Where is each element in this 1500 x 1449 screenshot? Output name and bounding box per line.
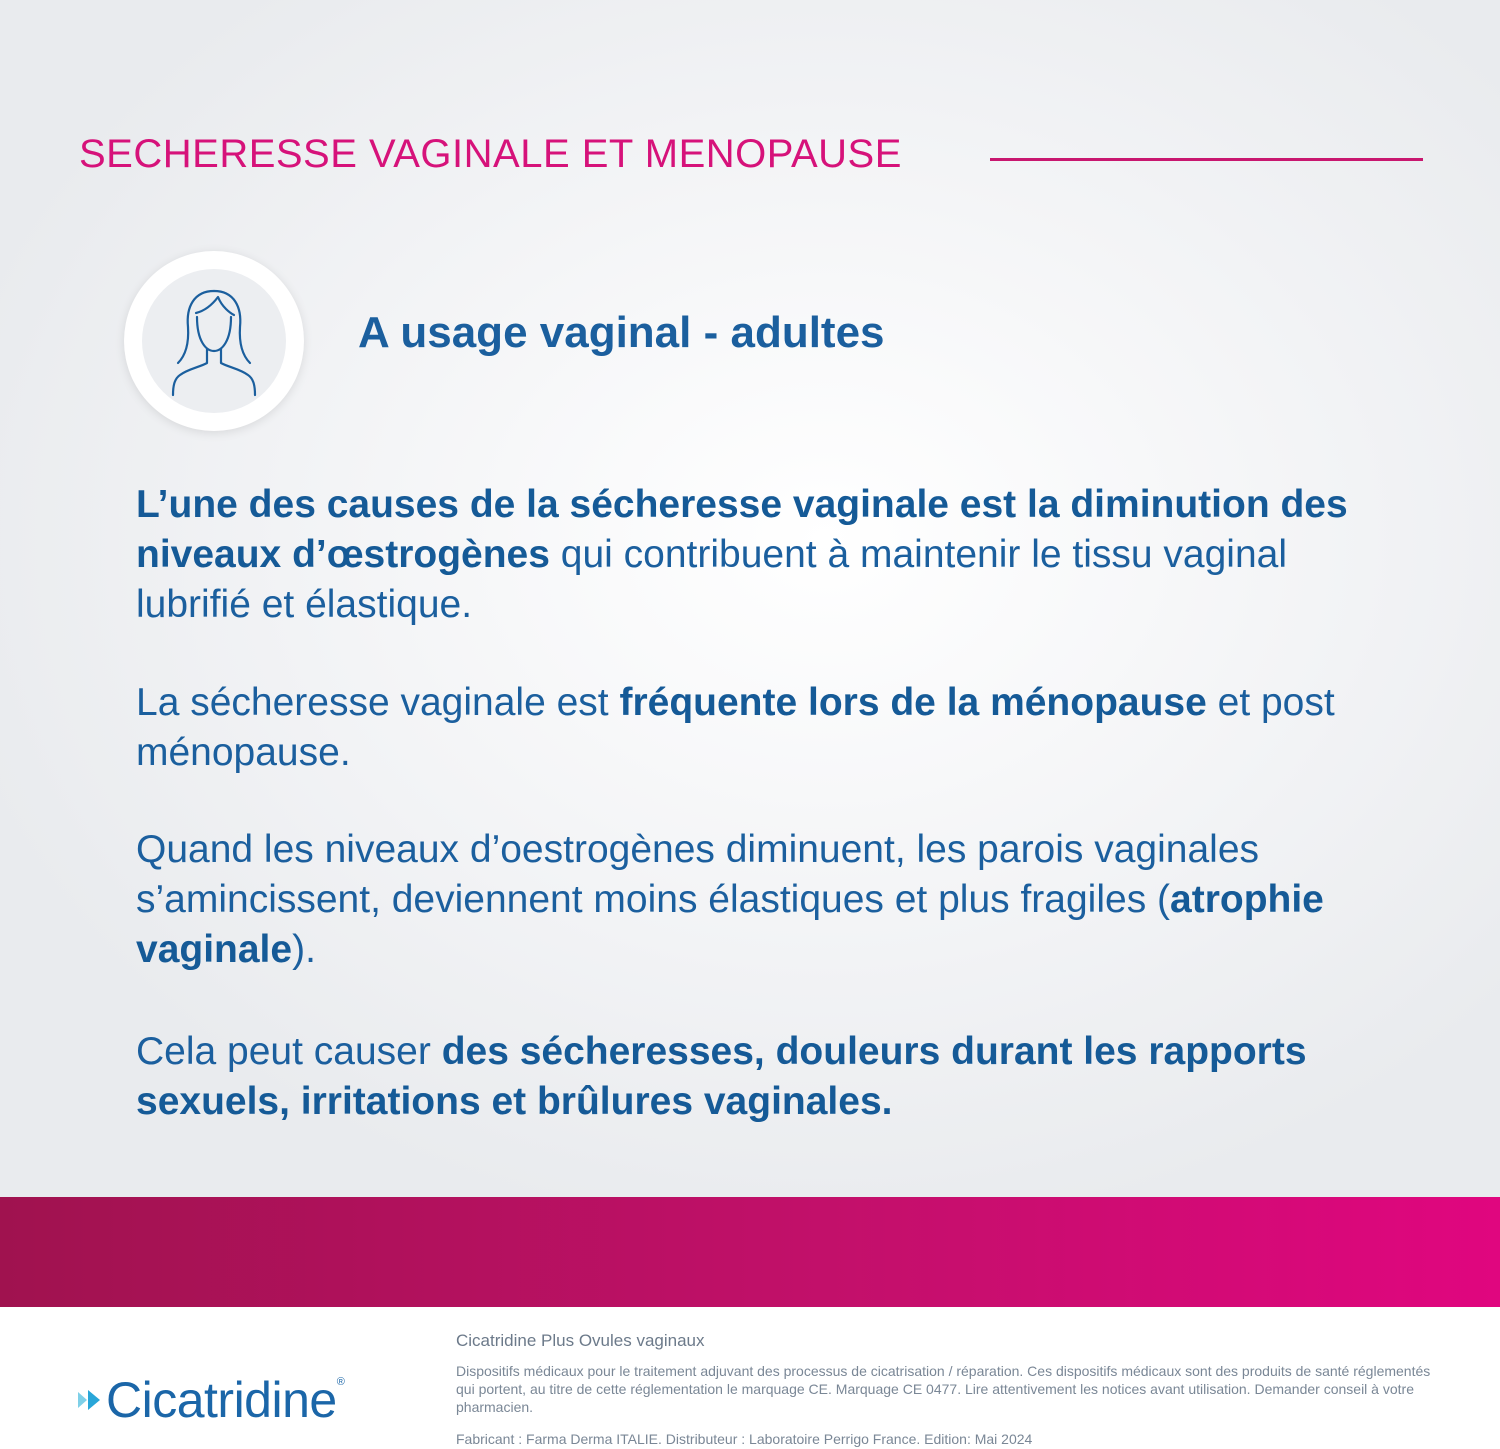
legal-notice: Dispositifs médicaux pour le traitement adjuvant des processus de cicatrisation / réparation. Ces dispositifs médicaux sont des produits de santé réglementés qui portent, au titre de cette réglementation le marquage CE. Marquage CE 0477. Lire attentivement les notices avant utilisation. Demander conseil à votre pharmacien. — [456, 1363, 1431, 1415]
paragraph-causes-bold: L’une des causes de la sécheresse vaginale est la diminution des niveaux d’œstrogènes — [136, 483, 1348, 576]
paragraph-atrophy — [136, 825, 1386, 975]
paragraph-atrophy-bold: atrophie vaginale — [136, 878, 1324, 971]
accent-band — [0, 1197, 1500, 1307]
paragraph-menopause-start: La sécheresse vaginale est — [136, 681, 620, 724]
usage-icon-badge — [124, 251, 304, 431]
paragraph-causes — [136, 480, 1386, 630]
double-chevron-icon — [78, 1389, 104, 1411]
registered-mark: ® — [336, 1376, 345, 1388]
paragraph-symptoms — [136, 1027, 1386, 1127]
section-title: SECHERESSE VAGINALE ET MENOPAUSE — [79, 132, 902, 176]
paragraph-symptoms-bold: des sécheresses, douleurs durant les rapports sexuels, irritations et brûlures vaginales. — [136, 1030, 1307, 1123]
brand-name: Cicatridine — [106, 1372, 337, 1428]
paragraph-symptoms-start: Cela peut causer — [136, 1030, 442, 1073]
brand-logo — [78, 1370, 345, 1430]
usage-label: A usage vaginal - adultes — [358, 308, 885, 357]
paragraph-menopause — [136, 678, 1386, 778]
woman-portrait-icon — [164, 283, 264, 399]
paragraph-atrophy-end: ). — [292, 928, 316, 971]
paragraph-atrophy-start: Quand les niveaux d’oestrogènes diminuent, les parois vaginales s’amincissent, deviennent moins élastiques et plus fragiles ( — [136, 828, 1260, 921]
manufacturer-info: Fabricant : Farma Derma ITALIE. Distributeur : Laboratoire Perrigo France. Edition: Mai 2024 — [456, 1431, 1033, 1447]
paragraph-menopause-end: et post ménopause. — [136, 681, 1335, 774]
paragraph-causes-text: qui contribuent à maintenir le tissu vaginal lubrifié et élastique. — [136, 533, 1288, 626]
paragraph-menopause-bold: fréquente lors de la ménopause — [619, 681, 1207, 724]
product-name: Cicatridine Plus Ovules vaginaux — [456, 1331, 705, 1350]
title-divider — [990, 158, 1423, 161]
